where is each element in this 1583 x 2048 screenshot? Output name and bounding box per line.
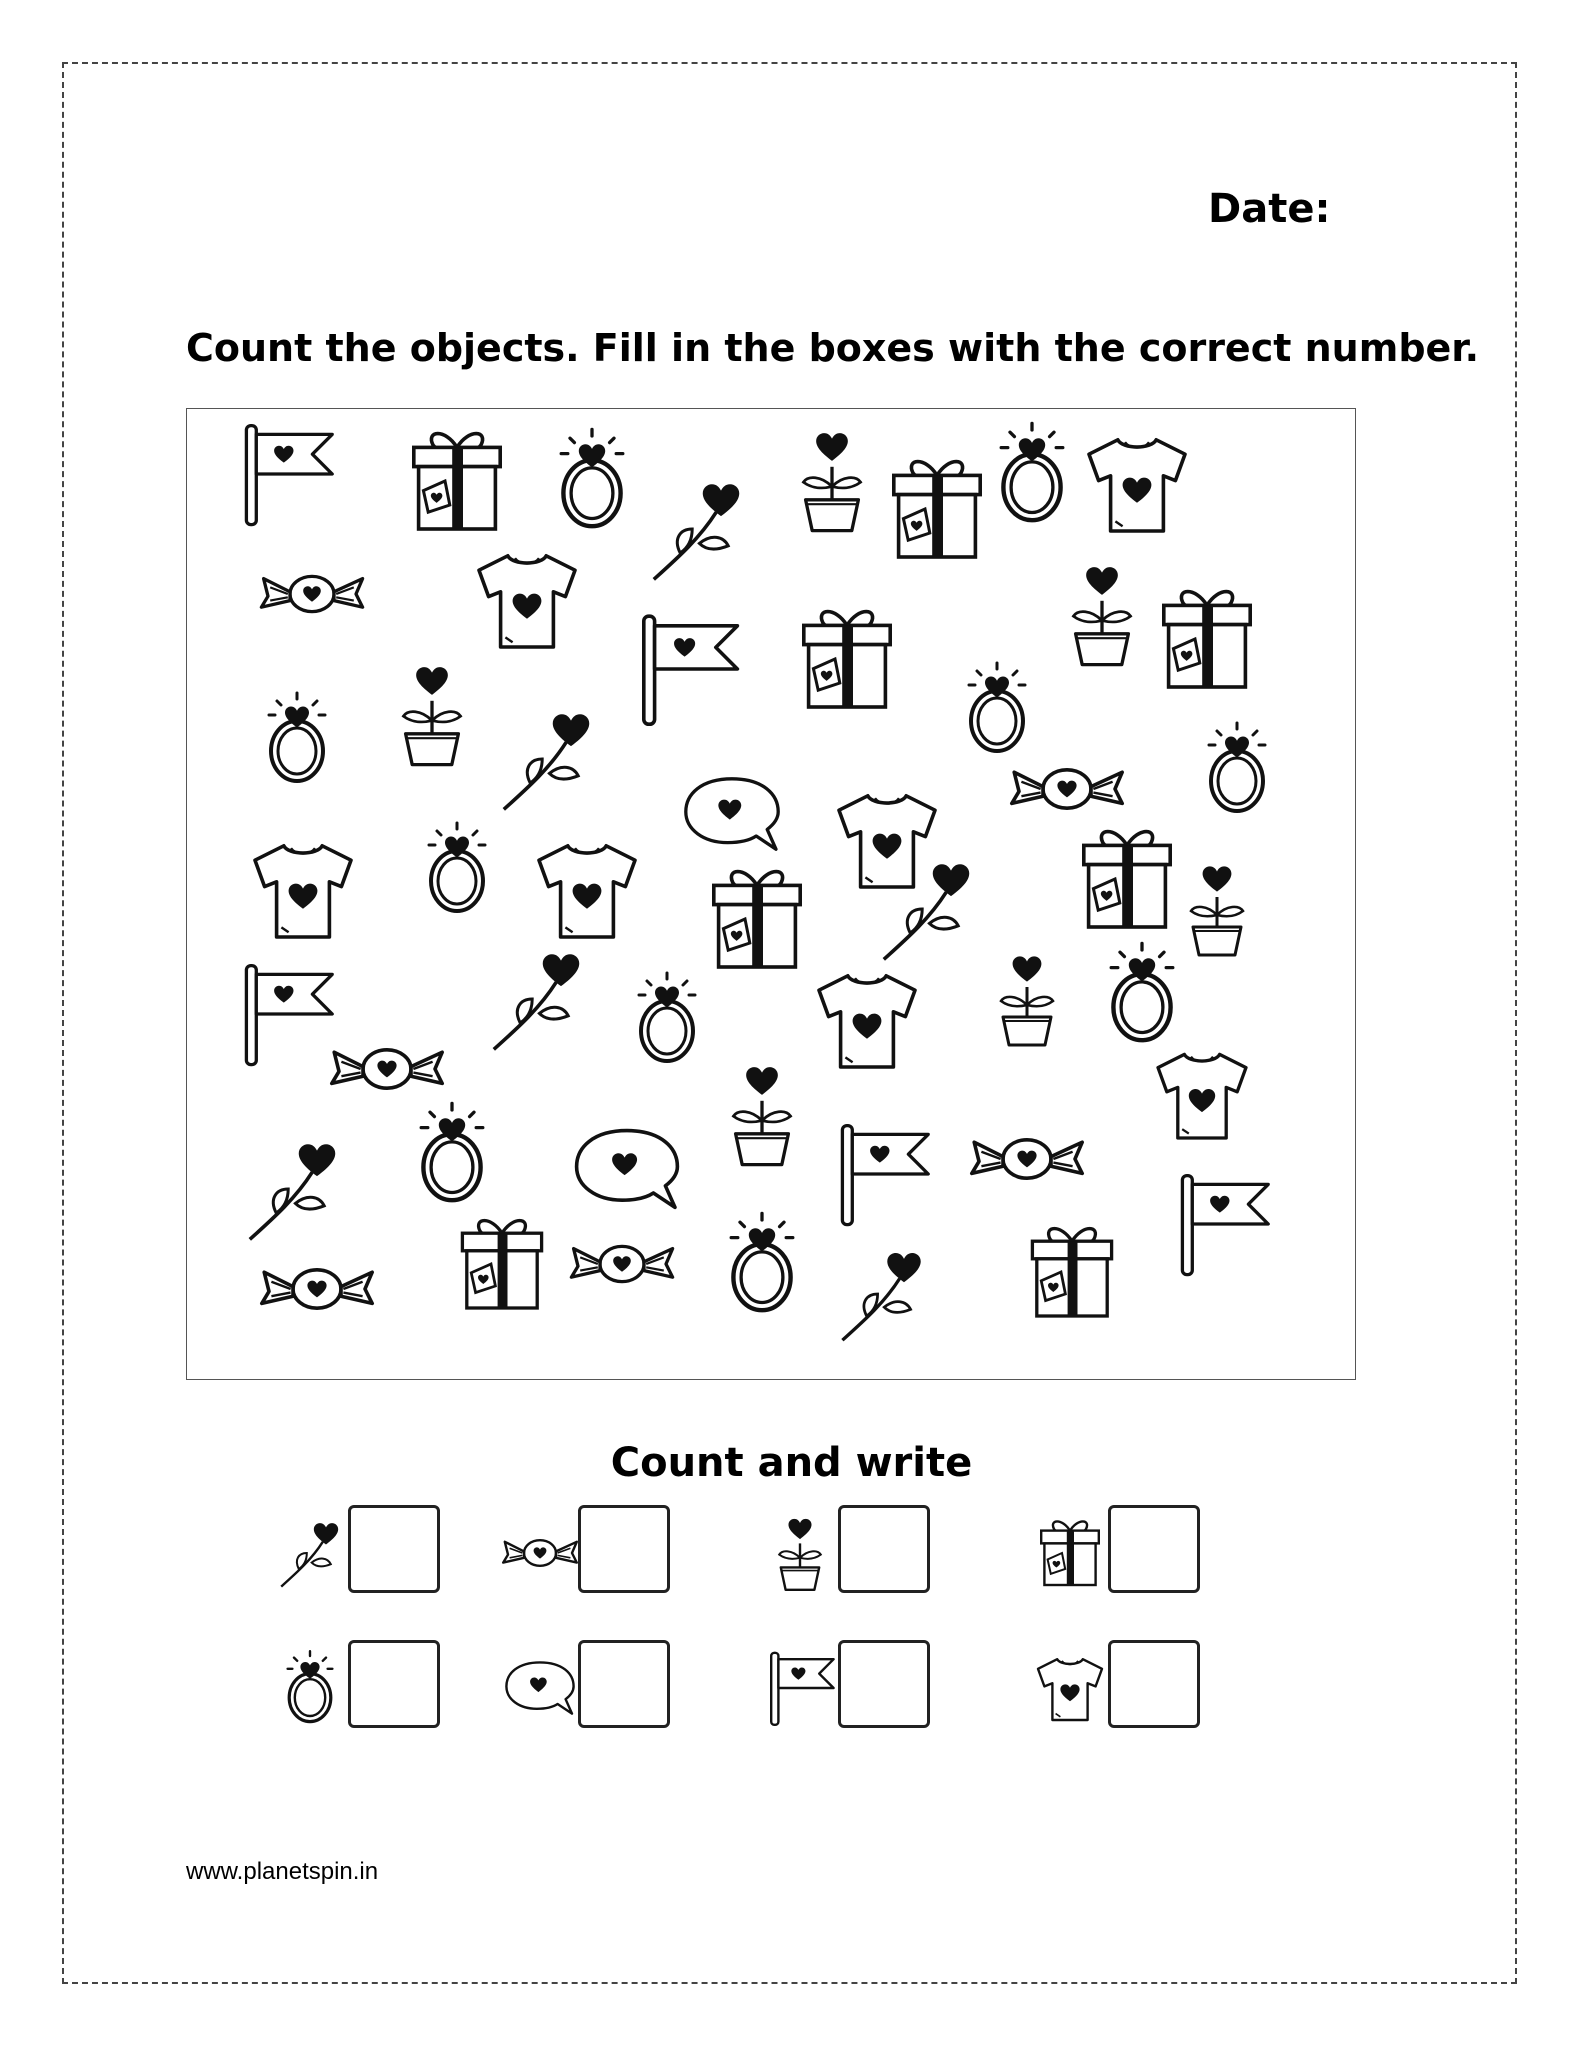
answer-box[interactable] <box>348 1505 440 1593</box>
instruction-text: Count the objects. Fill in the boxes with the correct number. <box>186 326 1480 370</box>
answer-box[interactable] <box>1108 1640 1200 1728</box>
gift-icon <box>414 434 500 529</box>
flag-icon <box>246 426 332 525</box>
count-item-speech-bubble <box>500 1640 680 1736</box>
count-item-flower <box>270 1505 450 1601</box>
flower-icon <box>654 484 739 579</box>
flower-icon <box>842 1253 920 1340</box>
answer-box[interactable] <box>348 1640 440 1728</box>
potted-plant-icon <box>733 1067 790 1164</box>
count-item-candy <box>500 1505 680 1601</box>
speech-bubble-icon <box>577 1131 678 1208</box>
flag-icon <box>1182 1176 1268 1275</box>
gift-icon <box>714 872 800 967</box>
ring-icon <box>270 1648 350 1728</box>
candy-icon <box>1012 770 1122 808</box>
flag-icon <box>644 616 738 724</box>
gift-icon <box>894 462 980 557</box>
flag-icon <box>246 966 332 1065</box>
ring-icon <box>969 663 1025 751</box>
ring-icon <box>639 973 695 1061</box>
gift-icon <box>1032 1229 1111 1316</box>
gift-icon <box>1164 592 1250 687</box>
candy-icon <box>262 1270 372 1308</box>
ring-icon <box>429 823 485 911</box>
count-item-flag <box>760 1640 940 1736</box>
flower-icon <box>504 714 589 809</box>
tshirt-icon <box>479 556 575 647</box>
flower-icon <box>494 954 579 1049</box>
count-item-ring <box>270 1640 450 1736</box>
tshirt-icon <box>1030 1648 1110 1728</box>
ring-icon <box>269 693 325 781</box>
count-item-gift <box>1030 1505 1210 1601</box>
flower-icon <box>270 1513 350 1593</box>
gift-icon <box>1030 1513 1110 1593</box>
speech-bubble-icon <box>500 1648 580 1728</box>
flag-icon <box>760 1648 840 1728</box>
candy-icon <box>972 1140 1082 1178</box>
footer-url: www.planetspin.in <box>186 1858 379 1885</box>
candy-icon <box>500 1513 580 1593</box>
tshirt-icon <box>1158 1054 1246 1138</box>
ring-icon <box>1209 723 1265 811</box>
tshirt-icon <box>1089 440 1185 531</box>
gift-icon <box>1084 832 1170 927</box>
count-item-potted-plant <box>760 1505 940 1601</box>
tshirt-icon <box>839 796 935 887</box>
tshirt-icon <box>255 846 351 937</box>
answer-box[interactable] <box>1108 1505 1200 1593</box>
count-item-tshirt <box>1030 1640 1210 1736</box>
picture-frame <box>186 408 1356 1380</box>
ring-icon <box>1111 943 1173 1040</box>
potted-plant-icon <box>1073 567 1130 664</box>
potted-plant-icon <box>1001 956 1053 1045</box>
ring-icon <box>731 1213 793 1310</box>
potted-plant-icon <box>760 1513 840 1593</box>
flag-icon <box>842 1126 928 1225</box>
flower-icon <box>250 1144 335 1239</box>
candy-icon <box>332 1050 442 1088</box>
tshirt-icon <box>819 976 915 1067</box>
potted-plant-icon <box>803 433 860 530</box>
potted-plant-icon <box>403 667 460 764</box>
objects-scene <box>187 409 1357 1381</box>
ring-icon <box>561 429 623 526</box>
potted-plant-icon <box>1191 866 1243 955</box>
answer-box[interactable] <box>838 1640 930 1728</box>
candy-icon <box>571 1246 672 1281</box>
answer-box[interactable] <box>578 1505 670 1593</box>
count-and-write-title: Count and write <box>610 1440 973 1486</box>
date-label: Date: <box>1208 186 1331 232</box>
candy-icon <box>261 576 362 611</box>
gift-icon <box>804 612 890 707</box>
ring-icon <box>1001 423 1063 520</box>
answer-box[interactable] <box>838 1505 930 1593</box>
ring-icon <box>421 1103 483 1200</box>
tshirt-icon <box>539 846 635 937</box>
speech-bubble-icon <box>686 779 778 849</box>
gift-icon <box>462 1221 541 1308</box>
answer-box[interactable] <box>578 1640 670 1728</box>
